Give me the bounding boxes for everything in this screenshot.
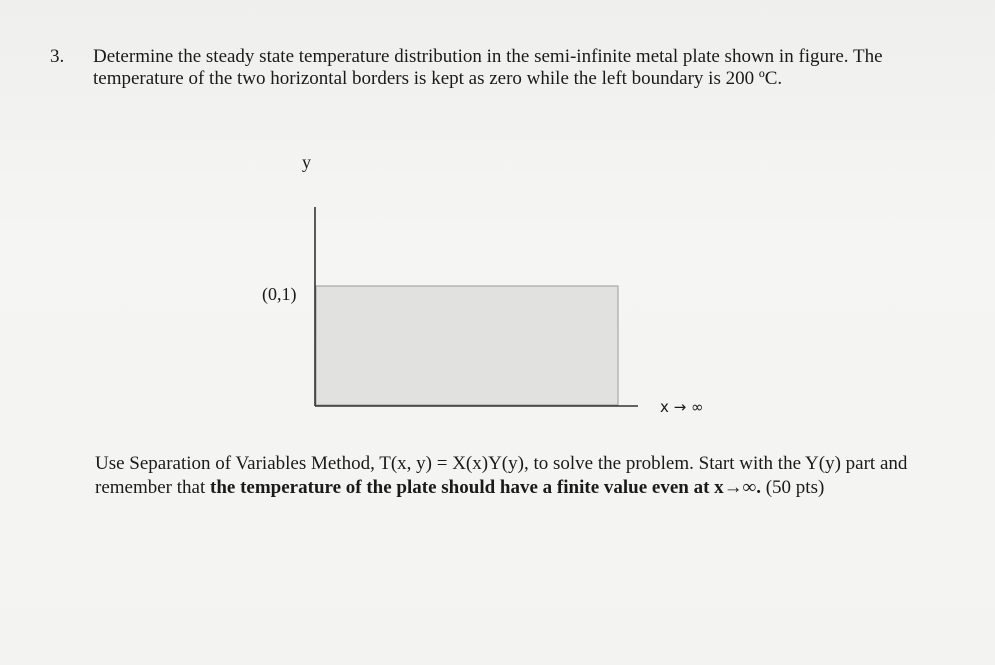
x-infinity-label: x → ∞ (660, 398, 704, 416)
question-number: 3. (50, 46, 65, 67)
corner-point-label: (0,1) (262, 284, 297, 304)
instructions-points: (50 pts) (760, 477, 825, 498)
instructions-plain: Use Separation of Variables Method, T(x, y) = X(x)Y(y), to solve the problem. Start with the Y(y) part and remember that (95, 453, 908, 498)
instructions-bold: the temperature of the plate should have a finite value even at x→∞. (210, 477, 761, 498)
metal-plate (316, 286, 618, 405)
y-axis-label: y (302, 152, 311, 172)
question-text: Determine the steady state temperature distribution in the semi-infinite metal plate shown in figure. The temperature of the two horizontal borders is kept as zero while the left boundary is 200 ºC. (93, 46, 883, 89)
instructions-paragraph (95, 452, 955, 500)
